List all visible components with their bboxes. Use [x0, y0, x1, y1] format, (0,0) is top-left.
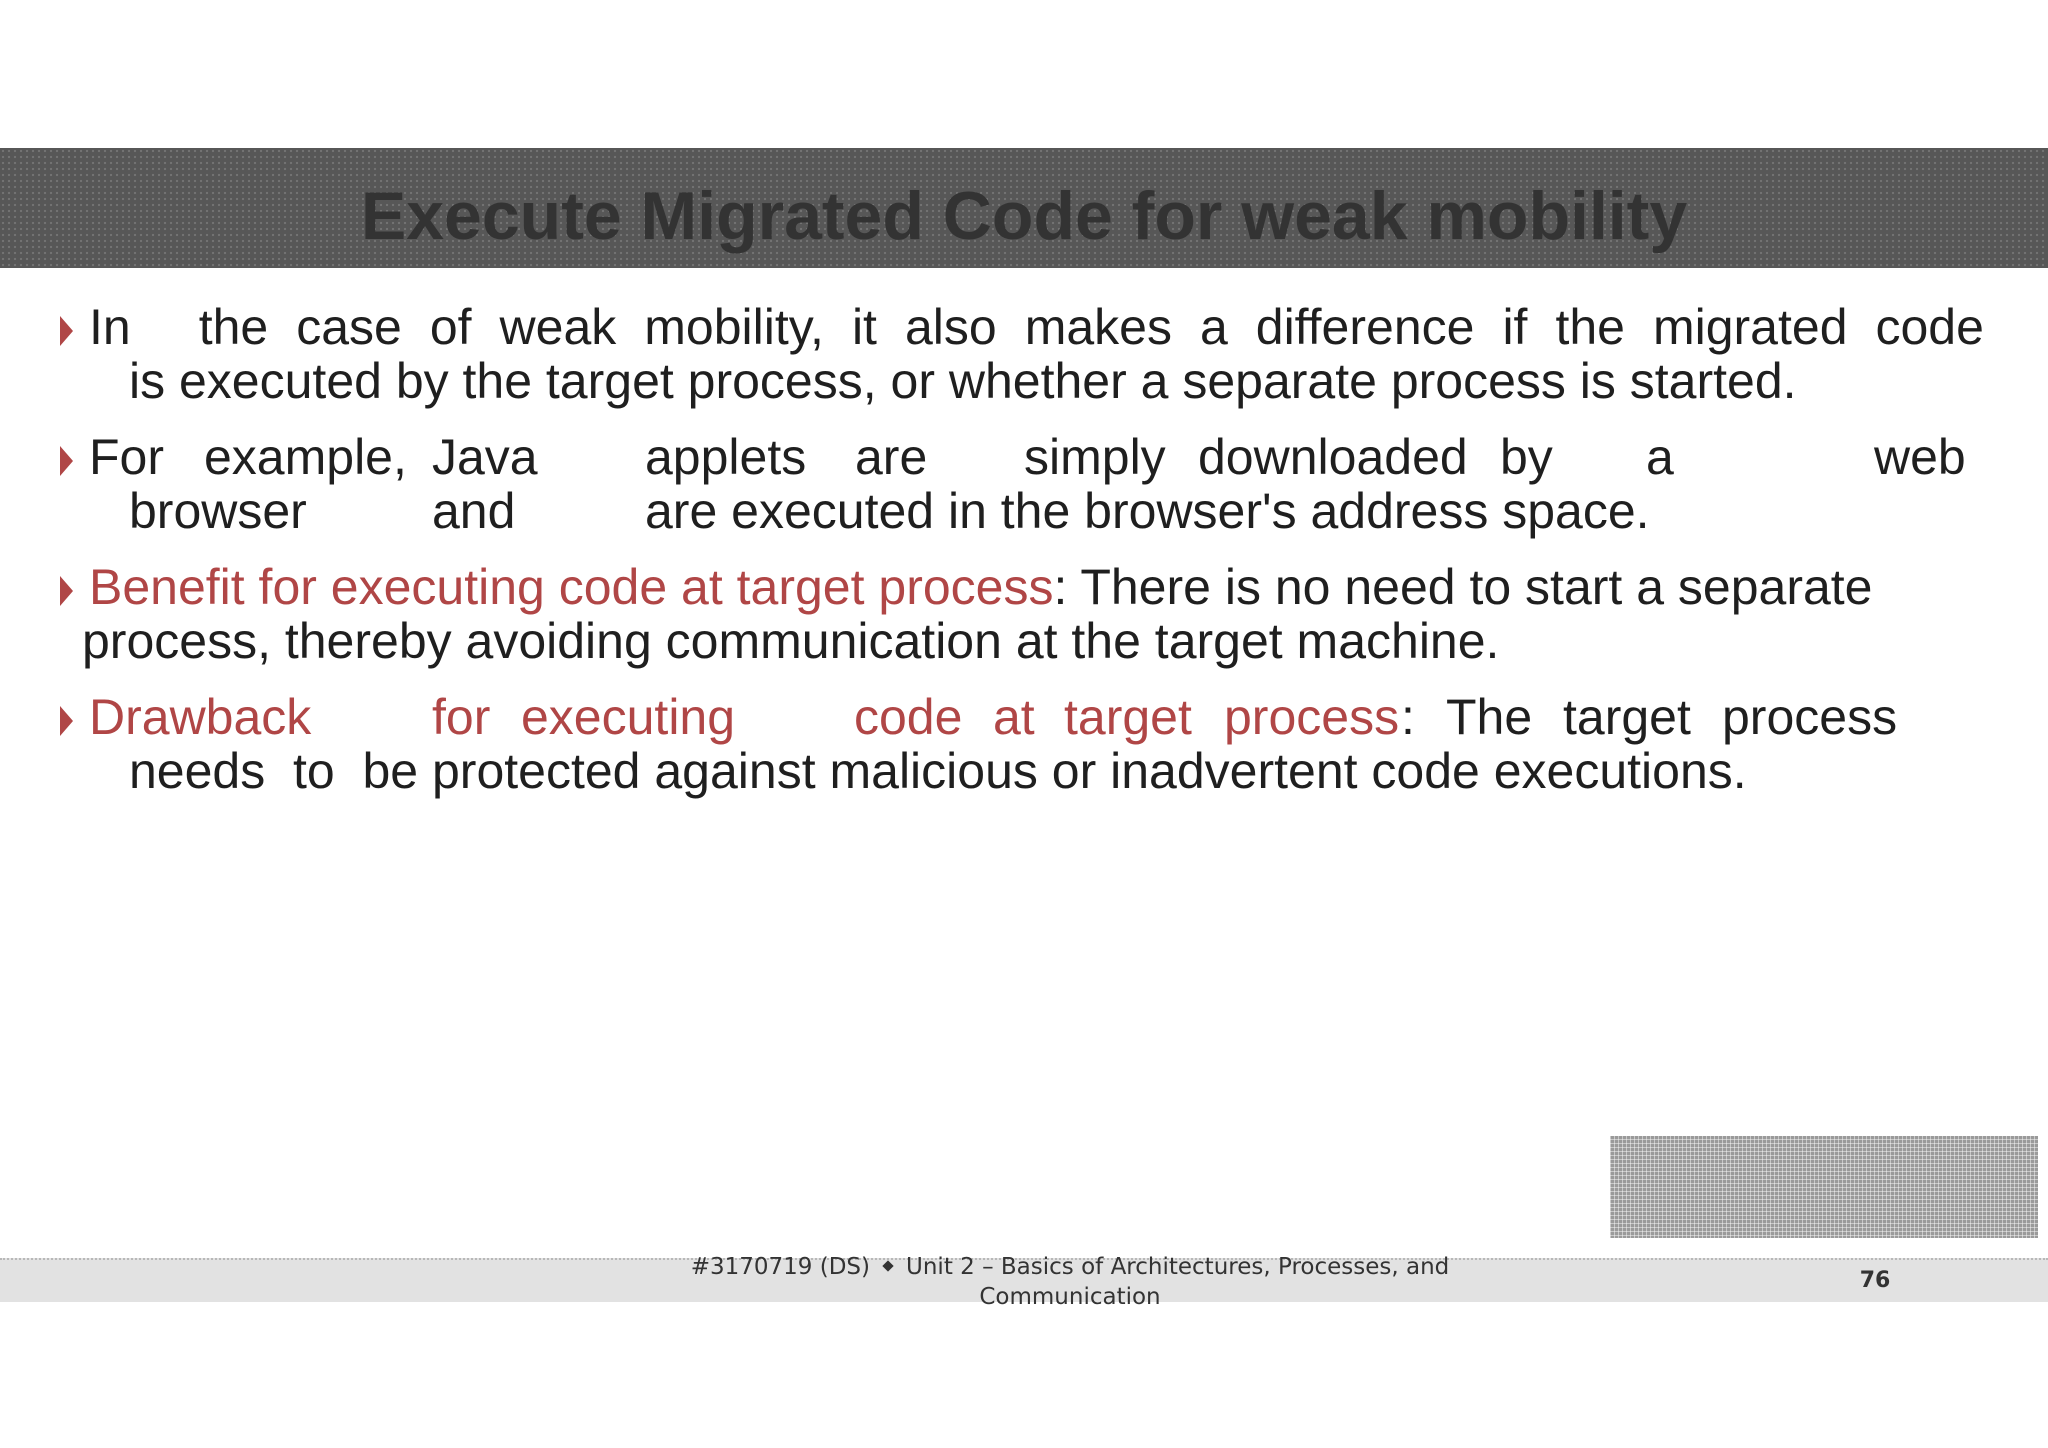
highlighted-term: at — [993, 689, 1035, 745]
course-code: #3170719 (DS) — [690, 1254, 871, 1280]
word: if — [1502, 299, 1528, 355]
footer-line: Communication — [979, 1284, 1161, 1310]
triangle-right-icon — [60, 576, 73, 606]
justified-line — [89, 300, 1984, 354]
bullet-line: process, thereby avoiding communication at the target machine. — [82, 613, 1500, 669]
word: also — [904, 299, 997, 355]
word: a — [1199, 299, 1228, 355]
diamond-icon — [882, 1260, 893, 1271]
word: The — [1446, 689, 1533, 745]
bullet-item — [50, 430, 2000, 538]
word: process — [1722, 689, 1898, 745]
unit-title: Unit 2 – Basics of Architectures, Processes, and — [906, 1254, 1450, 1280]
word: Java — [432, 429, 538, 485]
highlighted-term: Drawback — [89, 689, 312, 745]
word: a — [1646, 429, 1674, 485]
word: migrated — [1652, 299, 1848, 355]
word: downloaded — [1198, 429, 1468, 485]
word: are — [855, 429, 928, 485]
word: the — [198, 299, 269, 355]
bullet-line — [50, 484, 2000, 538]
word: target — [1563, 689, 1691, 745]
word: In — [89, 299, 131, 355]
word: and — [432, 483, 516, 539]
phrase: are executed in the browser's address space. — [645, 483, 1650, 539]
word: the — [1555, 299, 1625, 355]
bullet-text: : There is no need to start a separate — [1053, 559, 1873, 615]
word: makes — [1024, 299, 1172, 355]
word: it — [851, 299, 877, 355]
word: case — [296, 299, 402, 355]
highlighted-term: target — [1064, 689, 1192, 745]
highlighted-term: Benefit for executing code at target process — [89, 559, 1054, 615]
bullet-line — [50, 560, 2000, 614]
word: mobility, — [644, 299, 824, 355]
word: simply — [1024, 429, 1166, 485]
bullet-list — [50, 300, 2000, 820]
word: : — [1401, 689, 1415, 745]
word: example, — [204, 429, 407, 485]
word: browser — [129, 483, 307, 539]
bullet-item — [50, 690, 2000, 798]
bullet-line: is executed by the target process, or whether a separate process is started. — [129, 353, 1797, 409]
bullet-item — [50, 300, 2000, 408]
word: For — [89, 429, 164, 485]
bullet-line — [50, 690, 2000, 744]
bullet-line: needs to be protected against malicious or inadvertent code executions. — [129, 743, 1747, 799]
triangle-right-icon — [60, 316, 73, 346]
bullet-item — [50, 560, 2000, 668]
highlighted-term: code — [854, 689, 963, 745]
highlighted-term: executing — [521, 689, 736, 745]
word: code — [1875, 299, 1984, 355]
bullet-line — [50, 430, 2000, 484]
highlighted-term: for — [432, 689, 491, 745]
word: web — [1874, 429, 1966, 485]
slide-title: Execute Migrated Code for weak mobility — [360, 178, 1688, 254]
word: by — [1500, 429, 1553, 485]
bullet-line — [50, 300, 2000, 354]
footer-course-info — [560, 1252, 1580, 1312]
word: of — [429, 299, 472, 355]
highlighted-term: process — [1224, 689, 1400, 745]
word: applets — [645, 429, 807, 485]
page-number: 76 — [1859, 1268, 1891, 1293]
gray-pattern-block — [1610, 1136, 2038, 1238]
word: weak — [499, 299, 617, 355]
word: difference — [1255, 299, 1475, 355]
footer-line — [560, 1252, 1580, 1282]
